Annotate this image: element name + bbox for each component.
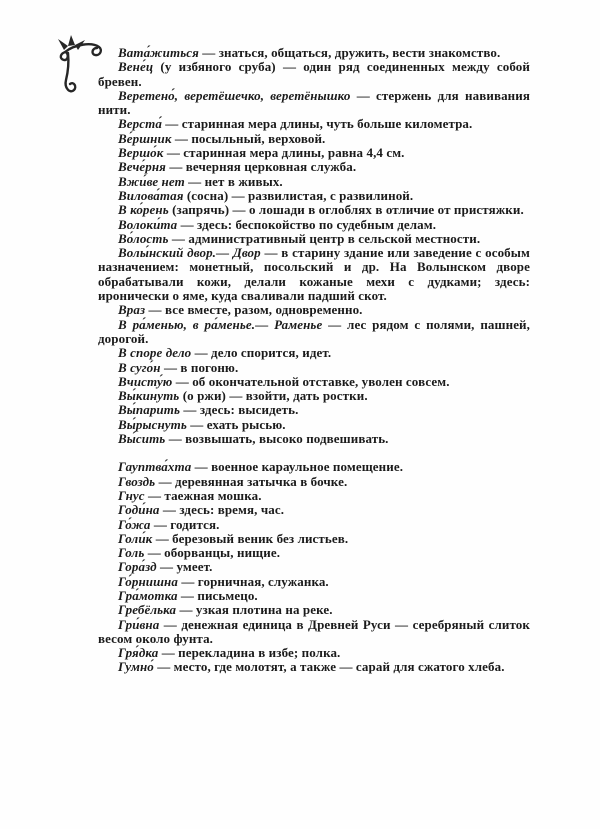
headword: Вы́сить: [118, 431, 166, 447]
headword: Волоки́та: [118, 216, 178, 232]
definition-text: — здесь: время, час.: [159, 502, 285, 518]
headword: В споре дело: [118, 345, 192, 361]
headword: Вече́рня: [118, 159, 166, 175]
headword: Голь: [118, 545, 145, 561]
glossary-entry: [98, 46, 530, 60]
glossary-entry: [98, 660, 530, 674]
headword: Гнус: [118, 487, 145, 503]
glossary-section-В: [98, 46, 530, 446]
headword: Раменье: [274, 316, 323, 332]
headword: Волы́нский двор.: [118, 245, 217, 261]
glossary-entry: [98, 175, 530, 189]
glossary-entry: [98, 318, 530, 347]
definition-text: — годится.: [150, 516, 220, 532]
glossary-entry: [98, 603, 530, 617]
glossary-entry: [98, 560, 530, 574]
headword: Вене́ц: [118, 59, 154, 75]
headword: Вчисту́ю: [118, 373, 173, 389]
headword: Враз: [118, 302, 146, 318]
glossary-entry: [98, 618, 530, 647]
glossary-entry: [98, 203, 530, 217]
headword: В ко́рень: [118, 202, 169, 218]
headword: Гри́вна: [118, 616, 160, 632]
glossary-entry: [98, 375, 530, 389]
definition-text: — березовый веник без листьев.: [152, 530, 349, 546]
headword: В суго́н: [118, 359, 161, 375]
glossary-entry: [98, 361, 530, 375]
definition-text: — узкая плотина на реке.: [176, 602, 333, 618]
headword: Ве́ршник: [118, 130, 172, 146]
headword: Вы́кинуть: [118, 388, 180, 404]
definition-text: — в погоню.: [160, 359, 239, 375]
definition-text: — вечерняя церковная служба.: [165, 159, 357, 175]
definition-text: — таежная мошка.: [144, 487, 262, 503]
headword: Двор: [232, 245, 261, 261]
definition-text: — все вместе, разом, одновременно.: [145, 302, 363, 318]
headword: Голи́к: [118, 530, 153, 546]
headword: Гря́дка: [118, 645, 159, 661]
glossary-entry: [98, 89, 530, 118]
headword: В ра́менью, в ра́менье.: [118, 316, 256, 332]
glossary-entry: [98, 432, 530, 446]
glossary-entry: [98, 532, 530, 546]
definition-text: — здесь: высидеть.: [180, 402, 299, 418]
glossary-entry: [98, 232, 530, 246]
headword: Гумно́: [118, 659, 154, 675]
headword: Го́рнишна: [118, 573, 178, 589]
glossary-entry: [98, 460, 530, 474]
definition-text: — нет в живых.: [184, 173, 283, 189]
definition-text: — возвышать, высоко подвешивать.: [165, 431, 389, 447]
headword: Гребёлька: [118, 602, 177, 618]
glossary-entry: [98, 389, 530, 403]
headword: Вершо́к: [118, 145, 164, 161]
definition-text: — деревянная затычка в бочке.: [155, 473, 348, 489]
headword: Вы́рыснуть: [118, 416, 187, 432]
definition-text: — дело спорится, идет.: [191, 345, 332, 361]
glossary-entry: [98, 218, 530, 232]
definition-text: —: [255, 316, 275, 332]
glossary-entry: [98, 132, 530, 146]
glossary-entry: [98, 117, 530, 131]
definition-text: — перекладина в избе; полка.: [158, 645, 341, 661]
glossary-entry: [98, 146, 530, 160]
headword: Верста́: [118, 116, 162, 132]
definition-text: — оборванцы, нищие.: [144, 545, 281, 561]
definition-text: — знаться, общаться, дружить, вести знакомство.: [198, 45, 501, 60]
definition-text: — ехать рысью.: [186, 416, 286, 432]
glossary-entry: [98, 518, 530, 532]
glossary-entry: [98, 503, 530, 517]
headword: Гауптва́хта: [118, 459, 192, 475]
headword: Годи́на: [118, 502, 160, 518]
definition-text: — денежная единица в Древней Руси — серебряный слиток весом около фунта.: [98, 616, 530, 646]
glossary-entry: [98, 589, 530, 603]
definition-text: — военное караульное помещение.: [191, 459, 404, 475]
headword: Во́лость: [118, 230, 169, 246]
headword: Вы́парить: [118, 402, 181, 418]
glossary-entry: [98, 489, 530, 503]
definition-text: — об окончательной отставке, уволен совсем.: [172, 373, 450, 389]
glossary-entry: [98, 646, 530, 660]
headword: Вжи́ве нет: [118, 173, 185, 189]
glossary-entry: [98, 403, 530, 417]
definition-text: — письмецо.: [177, 587, 258, 603]
definition-text: — старинная мера длины, чуть больше километра.: [161, 116, 473, 132]
headword: Го́жа: [118, 516, 151, 532]
headword: Веретено́, веретёшечко, веретёнышко: [118, 87, 351, 103]
definition-text: — стержень для навивания нити.: [98, 87, 530, 118]
definition-text: —: [216, 245, 233, 261]
glossary-entry: [98, 246, 530, 303]
glossary-entry: [98, 160, 530, 174]
headword: Вата́житься: [118, 45, 199, 60]
definition-text: — место, где молотят, а также — сарай для сжатого хлеба.: [153, 659, 505, 675]
definition-text: — умеет.: [156, 559, 213, 575]
headword: Гора́зд: [118, 559, 157, 575]
glossary-entry: [98, 60, 530, 89]
definition-text: (запрячь) — о лошади в оглоблях в отличие от пристяжки.: [168, 202, 524, 218]
definition-text: (о ржи) — взойти, дать ростки.: [179, 388, 368, 404]
definition-text: — в старину здание или заведение с особым назначением: монетный, посольский и др. На Волынском дворе обрабатывали кожи, делали кожаные мехи с дудками; здесь: иронически о яме, куда сваливали падший скот.: [98, 245, 530, 304]
glossary-entry: [98, 303, 530, 317]
definition-text: — здесь: беспокойство по судебным делам.: [177, 216, 437, 232]
glossary-entry: [98, 475, 530, 489]
glossary-section-Г: [98, 460, 530, 674]
headword: Вилова́тая: [118, 187, 184, 203]
definition-text: — горничная, служанка.: [177, 573, 329, 589]
glossary-entry: [98, 418, 530, 432]
glossary-entry: [98, 546, 530, 560]
glossary-entry: [98, 189, 530, 203]
definition-text: (у избяного сруба) — один ряд соединенных между собой бревен.: [98, 59, 530, 89]
definition-text: (сосна) — развилистая, с развилиной.: [183, 187, 414, 203]
headword: Гра́мотка: [118, 587, 178, 603]
glossary-text: [98, 46, 530, 675]
definition-text: — посыльный, верховой.: [171, 130, 326, 146]
definition-text: — лес рядом с полями, пашней, дорогой.: [98, 316, 530, 346]
headword: Гвоздь: [118, 473, 156, 489]
definition-text: — административный центр в сельской местности.: [168, 230, 481, 246]
definition-text: — старинная мера длины, равна 4,4 см.: [163, 145, 405, 161]
glossary-entry: [98, 575, 530, 589]
glossary-entry: [98, 346, 530, 360]
